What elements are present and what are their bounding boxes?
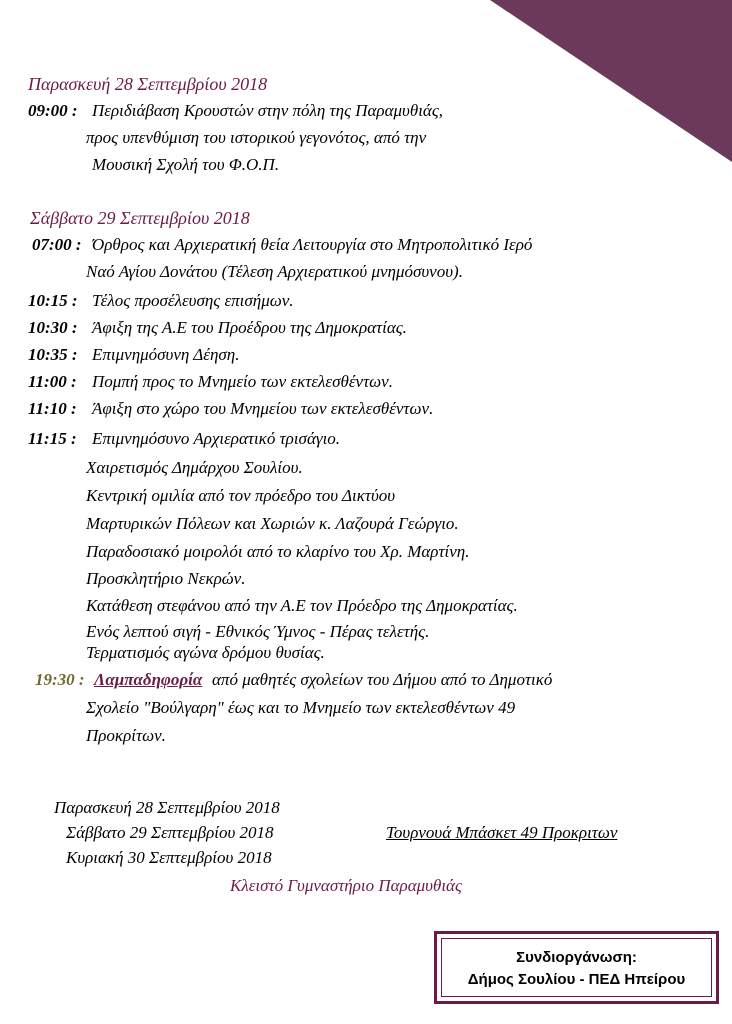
entry-text: Τέλος προσέλευσης επισήμων.: [92, 291, 294, 310]
entry-text: Πομπή προς το Μνημείο των εκτελεσθέντων.: [92, 372, 393, 391]
entry-time: 10:30 :: [28, 318, 78, 337]
program-item: Κεντρική ομιλία από τον πρόεδρο του Δικτύου: [86, 486, 396, 505]
evening-time: 19:30 :: [35, 670, 85, 689]
day1-line: Περιδιάβαση Κρουστών στην πόλη της Παραμυθιάς,: [92, 101, 443, 120]
program-item: Προσκλητήριο Νεκρών.: [86, 569, 246, 588]
evening-text-cont: Προκρίτων.: [86, 726, 166, 745]
evening-title: Λαμπαδηφορία: [94, 670, 203, 689]
entry-text-cont: Ναό Αγίου Δονάτου (Τέλεση Αρχιερατικού μνημόσυνου).: [86, 262, 463, 281]
entry-time: 10:35 :: [28, 345, 78, 364]
program-item: Κατάθεση στεφάνου από την Α.Ε τον Πρόεδρο της Δημοκρατίας.: [86, 596, 518, 615]
tournament-venue: Κλειστό Γυμναστήριο Παραμυθιάς: [230, 876, 462, 895]
entry-text: Επιμνημόσυνο Αρχιερατικό τρισάγιο.: [92, 429, 341, 448]
evening-text: από μαθητές σχολείων του Δήμου από το Δημοτικό: [212, 670, 553, 689]
entry-text: Άφιξη της Α.Ε του Προέδρου της Δημοκρατίας.: [92, 318, 407, 337]
entry-text: Επιμνημόσυνη Δέηση.: [92, 345, 240, 364]
day2-heading: Σάββατο 29 Σεπτεμβρίου 2018: [30, 208, 250, 228]
entry-text: Άφιξη στο χώρο του Μνημείου των εκτελεσθέντων.: [92, 399, 434, 418]
program-item: Ενός λεπτού σιγή - Εθνικός Ύμνος - Πέρας τελετής.: [86, 622, 430, 641]
evening-text-cont: Σχολείο "Βούλγαρη" έως και το Μνημείο των εκτελεσθέντων 49: [86, 698, 516, 717]
entry-time: 10:15 :: [28, 291, 78, 310]
organizers-label: Συνδιοργάνωση:: [516, 949, 637, 966]
entry-text: Όρθρος και Αρχιερατική θεία Λειτουργία στο Μητροπολιτικό Ιερό: [92, 235, 533, 254]
program-item: Χαιρετισμός Δημάρχου Σουλίου.: [86, 458, 303, 477]
entry-time: 11:00 :: [28, 372, 77, 391]
tournament-date: Παρασκευή 28 Σεπτεμβρίου 2018: [54, 798, 280, 817]
day1-time: 09:00 :: [28, 101, 78, 120]
day1-line: προς υπενθύμιση του ιστορικού γεγονότος, από την: [86, 128, 427, 147]
entry-time: 07:00 :: [32, 235, 82, 254]
program-item: Μαρτυρικών Πόλεων και Χωριών κ. Λαζουρά Γεώργιο.: [86, 514, 459, 533]
tournament-date: Κυριακή 30 Σεπτεμβρίου 2018: [66, 848, 272, 867]
organizers-box: [434, 931, 719, 1004]
entry-time: 11:10 :: [28, 399, 77, 418]
program-item: Τερματισμός αγώνα δρόμου θυσίας.: [86, 643, 325, 662]
entry-time: 11:15 :: [28, 429, 77, 448]
day1-heading: Παρασκευή 28 Σεπτεμβρίου 2018: [28, 74, 268, 94]
organizers-names: Δήμος Σουλίου - ΠΕΔ Ηπείρου: [467, 971, 686, 988]
tournament-date: Σάββατο 29 Σεπτεμβρίου 2018: [66, 823, 274, 842]
program-item: Παραδοσιακό μοιρολόι από το κλαρίνο του Χρ. Μαρτίνη.: [86, 542, 470, 561]
tournament-title: Τουρνουά Μπάσκετ 49 Προκριτων: [386, 823, 618, 842]
day1-line: Μουσική Σχολή του Φ.Ο.Π.: [92, 155, 280, 174]
